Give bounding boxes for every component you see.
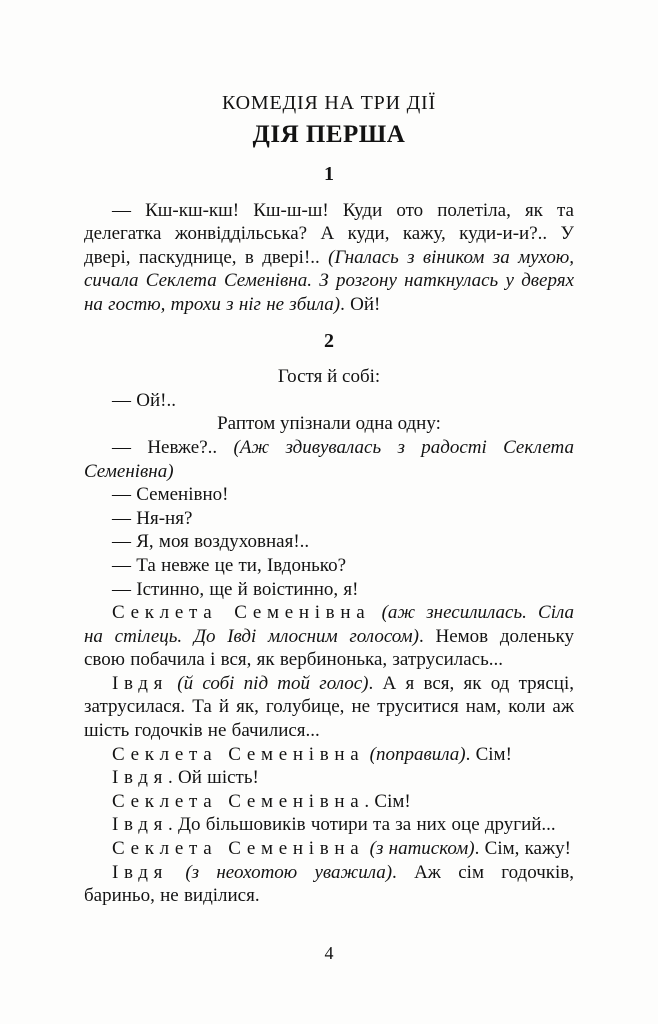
character-name: Секлета Семенівна: [112, 602, 371, 624]
dialogue-text: . Сім, кажу!: [474, 838, 571, 860]
dialogue-text: — Ой!..: [112, 389, 176, 411]
dialogue-text: Гостя й собі:: [277, 366, 381, 388]
character-name: Івдя: [112, 814, 169, 836]
paragraph: [84, 743, 574, 767]
dialogue-text: — Я, моя воздуховная!..: [112, 531, 310, 553]
dialogue-text: . А я вся, як од трясці, затрусилася. Та й як, голубице, не труситися нам, коли аж шість годочків не бачилися...: [84, 672, 574, 742]
character-name: Секлета Семенівна: [112, 743, 365, 765]
dialogue-text: [168, 673, 177, 694]
stage-note: [84, 365, 574, 389]
dialogue-text: . Немов доленьку свою побачила і вся, як вербинонька, затрусилась...: [84, 625, 574, 671]
character-name: Івдя: [112, 672, 169, 694]
stage-note: [84, 412, 574, 436]
dialogue-text: — Та невже це ти, Івдонько?: [112, 554, 346, 576]
paragraph: [84, 507, 574, 531]
dialogue-text: — Кш-кш-кш! Кш-ш-ш! Куди ото полетіла, як та делегатка жонвіддільська? А куди, кажу, куди-и-и?.. У двері, паскуднице, в двері!..: [84, 199, 574, 268]
scene-number: 1: [324, 163, 334, 185]
character-name: Секлета Семенівна: [112, 790, 365, 812]
paragraph: [84, 554, 574, 578]
stage-direction: (аж знесилилась. Сіла на стілець. До Івді млосним голосом): [84, 602, 574, 647]
dialogue-text: [168, 862, 185, 883]
dialogue-text: . Аж сім годочків, бариньо, не виділися.: [84, 861, 574, 907]
stage-direction: (Аж здивувалась з радості Секлета Семенівна): [84, 436, 574, 482]
dialogue-text: — Ня-ня?: [112, 507, 193, 529]
comedy-subtitle: КОМЕДІЯ НА ТРИ ДІЇ: [222, 92, 436, 114]
page-number: 4: [324, 943, 334, 963]
paragraph: [84, 530, 574, 554]
character-name: Івдя: [112, 861, 169, 883]
paragraph: [84, 813, 574, 837]
dialogue-text: [370, 602, 381, 623]
dialogue-text: . До більшовиків чотири та за них оце другий...: [168, 814, 556, 836]
dialogue-text: . Ой!: [340, 293, 381, 315]
stage-direction: (поправила): [369, 743, 466, 765]
paragraph: [84, 389, 574, 413]
dialogue-text: . Ой шість!: [168, 767, 259, 789]
paragraph: [84, 436, 574, 483]
content: [84, 163, 574, 908]
character-name: Секлета Семенівна: [112, 838, 365, 860]
paragraph: [84, 861, 574, 908]
stage-direction: (й собі під той голос): [177, 672, 369, 694]
dialogue-text: — Невже?..: [112, 436, 234, 458]
dialogue-text: — Істинно, ще й воістинно, я!: [112, 578, 359, 600]
dialogue-text: . Сім!: [465, 743, 512, 765]
paragraph: [84, 672, 574, 743]
act-title: ДІЯ ПЕРША: [252, 121, 406, 148]
paragraph: [84, 766, 574, 790]
scene-number: 2: [324, 329, 334, 352]
dialogue-text: — Семенівно!: [112, 484, 229, 506]
paragraph: [84, 199, 574, 317]
dialogue-text: . Сім!: [364, 790, 411, 812]
stage-direction: (Гналась з віником за мухою, сичала Секлета Семенівна. З розгону наткнулась у дверях на гостю, трохи з ніг не збила): [84, 246, 574, 315]
paragraph: [84, 483, 574, 507]
paragraph: [84, 601, 574, 672]
stage-direction: (з неохотою уважила): [185, 861, 393, 883]
stage-direction: (з натиском): [369, 838, 475, 860]
paragraph: [84, 790, 574, 814]
paragraph: [84, 837, 574, 861]
dialogue-text: Раптом упізнали одна одну:: [217, 413, 441, 435]
paragraph: [84, 578, 574, 602]
character-name: Івдя: [112, 767, 169, 789]
